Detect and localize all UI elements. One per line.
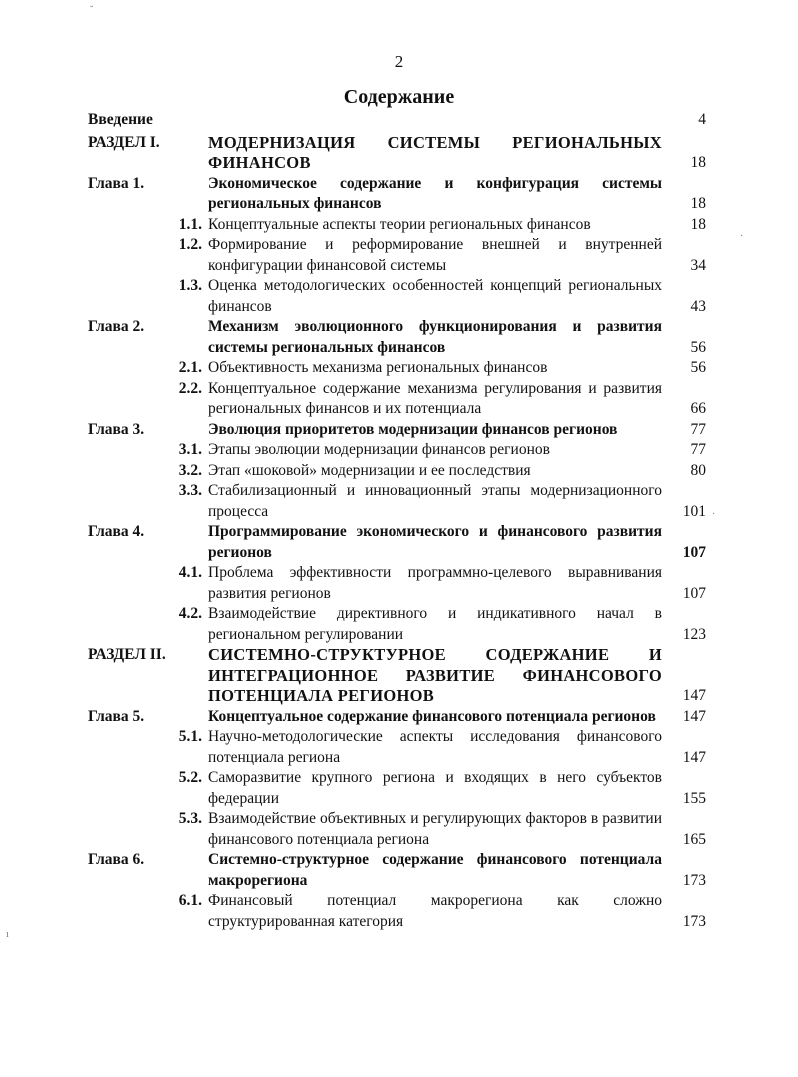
toc-entry-label: 4.1. — [178, 564, 202, 581]
scan-speck: ˘ — [90, 5, 94, 16]
toc-entry-sub — [88, 440, 708, 461]
toc-entry-title: Этапы эволюции модернизации финансов регионов — [208, 441, 550, 458]
toc-entry-title: Концептуальные аспекты теории региональных финансов — [208, 215, 591, 233]
toc-entry-sub — [88, 481, 708, 522]
toc-entry-title: Стабилизационный и инновационный этапы модернизационного процесса — [208, 482, 662, 520]
toc-entry-label: 3.3. — [178, 482, 202, 499]
toc-entry-label: 3.2. — [178, 461, 202, 479]
page-number: 2 — [394, 52, 404, 71]
toc-entry-chapter — [88, 850, 708, 891]
toc-entry-chapter — [88, 174, 708, 215]
toc-entry-label: Глава 3. — [88, 420, 145, 438]
toc-entry-title: Концептуальное содержание механизма регулирования и развития региональных финансов и их потенциала — [208, 379, 662, 417]
toc-entry-label: Глава 6. — [88, 851, 145, 868]
toc-entry-sub — [88, 809, 708, 850]
toc-entry-label: Введение — [88, 111, 153, 128]
toc-entry-title: Научно-методологические аспекты исследования финансового потенциала региона — [208, 728, 662, 766]
toc-entry-label: 1.1. — [178, 215, 202, 233]
toc-entry-sub — [88, 215, 708, 236]
toc-entry-sub — [88, 235, 708, 276]
toc-entry-sub — [88, 891, 708, 932]
toc-entry-title: Саморазвитие крупного региона и входящих в него субъектов федерации — [208, 769, 662, 807]
toc-entry-sub — [88, 379, 708, 420]
toc-entry-page: 123 — [682, 625, 706, 643]
toc-entry-intro — [88, 110, 708, 131]
toc-entry-sub — [88, 358, 708, 379]
toc-entry-section — [88, 645, 708, 707]
toc-entry-page: 155 — [682, 789, 706, 807]
toc-entry-label: 2.2. — [178, 379, 202, 397]
toc-entry-label: РАЗДЕЛ I. — [88, 133, 160, 151]
toc-entry-sub — [88, 276, 708, 317]
toc-entry-title: Этап «шоковой» модернизации и ее последствия — [208, 461, 531, 479]
toc-entry-page: 77 — [690, 420, 706, 438]
table-of-contents — [88, 110, 708, 932]
scan-speck: ı — [6, 929, 9, 940]
toc-entry-page: 173 — [682, 871, 706, 889]
toc-entry-chapter — [88, 420, 708, 441]
toc-entry-label: Глава 4. — [88, 523, 145, 540]
toc-entry-label: 5.2. — [178, 769, 202, 786]
toc-entry-chapter — [88, 317, 708, 358]
toc-entry-page: 43 — [690, 297, 706, 315]
toc-entry-page: 147 — [682, 707, 706, 725]
scan-speck: · — [740, 231, 744, 242]
toc-entry-page: 147 — [682, 687, 706, 704]
toc-entry-page: 34 — [690, 256, 706, 274]
toc-entry-title: Проблема эффективности программно-целевого выравнивания развития регионов — [208, 564, 662, 602]
toc-entry-sub — [88, 461, 708, 482]
toc-entry-title: Программирование экономического и финансового развития регионов — [208, 523, 662, 561]
toc-entry-title: Взаимодействие объективных и регулирующих факторов в развитии финансового потенциала региона — [208, 810, 662, 848]
toc-entry-page: 56 — [690, 338, 706, 356]
toc-entry-page: 107 — [682, 543, 706, 561]
toc-entry-sub — [88, 727, 708, 768]
toc-entry-title: СИСТЕМНО-СТРУКТУРНОЕ СОДЕРЖАНИЕ И ИНТЕГРАЦИОННОЕ РАЗВИТИЕ ФИНАНСОВОГО ПОТЕНЦИАЛА РЕГИОНОВ — [208, 645, 662, 705]
toc-entry-page: 18 — [690, 154, 706, 171]
toc-entry-label: РАЗДЕЛ II. — [88, 646, 166, 663]
toc-entry-page: 56 — [690, 359, 706, 376]
toc-entry-chapter — [88, 707, 708, 728]
toc-entry-title: Эволюция приоритетов модернизации финансов регионов — [208, 420, 618, 438]
toc-entry-page: 101 — [682, 502, 706, 520]
toc-entry-section — [88, 133, 708, 174]
toc-entry-label: 1.2. — [178, 236, 202, 253]
toc-entry-label: 4.2. — [178, 605, 202, 622]
toc-entry-title: Объективность механизма региональных финансов — [208, 359, 548, 376]
toc-entry-sub — [88, 768, 708, 809]
toc-entry-label: 5.1. — [178, 728, 202, 745]
toc-entry-title: Экономическое содержание и конфигурация системы региональных финансов — [208, 174, 662, 212]
toc-entry-sub — [88, 604, 708, 645]
toc-entry-label: 5.3. — [178, 810, 202, 827]
toc-title: Содержание — [343, 86, 455, 108]
toc-entry-page: 77 — [690, 441, 706, 458]
toc-entry-page: 107 — [682, 584, 706, 602]
toc-entry-title: Системно-структурное содержание финансового потенциала макрорегиона — [208, 851, 662, 889]
toc-entry-page: 173 — [682, 912, 706, 930]
toc-entry-label: 2.1. — [178, 359, 202, 376]
toc-entry-page: 80 — [690, 461, 706, 479]
toc-entry-title: Оценка методологических особенностей концепций региональных финансов — [208, 277, 662, 315]
toc-entry-label: Глава 5. — [88, 707, 145, 725]
toc-entry-page: 147 — [682, 748, 706, 766]
toc-entry-label: 1.3. — [178, 277, 202, 294]
toc-entry-page: 18 — [690, 195, 706, 212]
toc-entry-label: 3.1. — [178, 441, 202, 458]
toc-entry-page: 165 — [682, 830, 706, 848]
toc-entry-title: МОДЕРНИЗАЦИЯ СИСТЕМЫ РЕГИОНАЛЬНЫХ ФИНАНСОВ — [208, 132, 662, 172]
toc-entry-label: Глава 1. — [88, 174, 145, 192]
toc-entry-sub — [88, 563, 708, 604]
toc-entry-title: Формирование и реформирование внешней и внутренней конфигурации финансовой системы — [208, 236, 662, 274]
toc-entry-title: Концептуальное содержание финансового потенциала регионов — [208, 707, 656, 725]
toc-entry-title: Механизм эволюционного функционирования и развития системы региональных финансов — [208, 318, 662, 356]
toc-entry-page: 4 — [698, 111, 706, 128]
toc-entry-title: Финансовый потенциал макрорегиона как сложно структурированная категория — [208, 892, 662, 930]
toc-entry-label: 6.1. — [178, 892, 202, 909]
toc-entry-page: 66 — [690, 400, 706, 417]
toc-entry-page: 18 — [690, 215, 706, 233]
toc-entry-chapter — [88, 522, 708, 563]
scan-speck: · — [712, 509, 716, 520]
toc-entry-label: Глава 2. — [88, 318, 145, 335]
toc-entry-title: Взаимодействие директивного и индикативного начал в региональном регулировании — [208, 605, 662, 643]
